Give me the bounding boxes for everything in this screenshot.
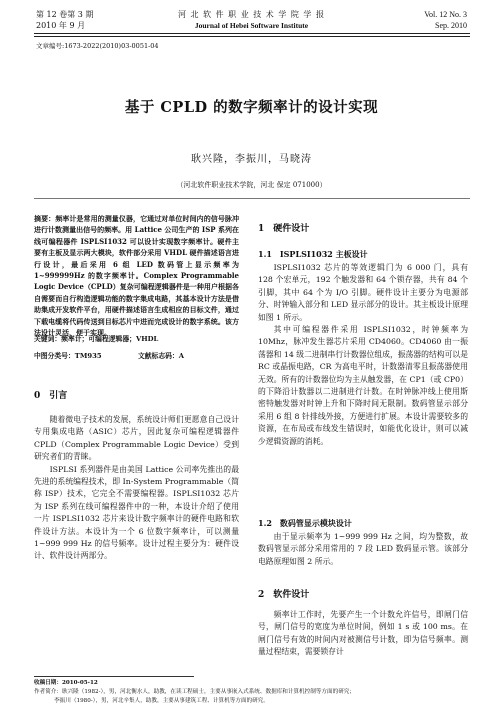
author-bio-1: 作者简介：耿兴隆（1982-），男，河北衡水人，助教，在读工程硕士，主要从事嵌入式系统、数据库和计算机控制等方面的研究；	[34, 689, 355, 695]
section-1-2-heading: 1.2 数码管显示模块设计	[258, 518, 352, 528]
article-number: 文章编号:1673-2022(2010)03-0051-04	[36, 42, 159, 50]
journal-name-cn: 河 北 软 件 职 业 技 术 学 院 学 报	[178, 10, 325, 19]
header-rule	[34, 33, 470, 34]
section-1-2-body	[258, 531, 468, 568]
authors: 耿兴隆，李振川，马晓涛	[191, 154, 312, 165]
header-rule-thin	[34, 36, 470, 37]
author-bio-2: 李振川（1980-），男，河北辛集人，助教，主要从事建筑工程、计算机等方面的研究。	[54, 697, 269, 704]
journal-name-en: Journal of Hebei Software Institute	[194, 21, 309, 30]
section-2-heading: 2 软件设计	[258, 590, 310, 600]
volume-en: Vol. 12 No. 3	[424, 10, 467, 19]
classification	[34, 350, 239, 360]
volume-cn: 第 12 卷第 3 期	[36, 10, 94, 19]
affiliation: （河北软件职业技术学院，河北 保定 071000）	[176, 181, 327, 189]
paragraph: ISPLSI1032 芯片的等效逻辑门为 6 000 门，具有 128 个宏单元，192 个触发器和 64 个锁存器，共有 84 个引脚，其中 64 个为 I/O 引脚。硬件设计主要分为电源部分、时钟输入部分和 LED 显示部分的设计。其主板设计原理如图 1 所示。	[258, 263, 468, 322]
document-code: 文献标志码：A	[137, 352, 184, 360]
section-1-heading: 1 硬件设计	[258, 224, 310, 234]
footnote-rule	[34, 676, 194, 677]
paragraph: 由于显示频率为 1~999 999 Hz 之间，均为整数，故数码管显示部分采用常用的 7 段 LED 数码显示管。该部分电路原理如图 2 所示。	[258, 532, 468, 566]
header-volume-en	[424, 9, 467, 31]
affiliation-rule	[34, 198, 470, 199]
footnote-received: 收稿日期：2010-05-12	[34, 680, 98, 686]
footnote-author-bio	[34, 688, 470, 705]
section-1-1-body	[258, 262, 468, 448]
paragraph: ISPLSI 系列器件是由美国 Lattice 公司率先推出的最先进的系统编程技术，即 In-System Programmable（简称 ISP）技术，它完全不需要编程器。ISPLSI1032 芯片为 ISP 系列在线可编程器件中的一种，本设计介绍了使用一片 ISPLSI1032 芯片来设计数字频率计的硬件电路和软件设计方法。本设计为一个 6 位数字频率计，可以测量 1~999 999 Hz 的信号频率。设计过程主要分为：硬件设计、软件设计两部分。	[34, 464, 239, 561]
section-0-heading: 0 引言	[34, 391, 68, 401]
section-0-body	[34, 414, 239, 563]
paragraph: 其中可编程器件采用 ISPLSI1032，时钟频率为 10Mhz，脉冲发生器芯片采用 CD4060。CD4060 由一振荡器和 14 级二进制串行计数器位组成，振荡器的结构可以是 RC 或晶振电路，CR 为高电平时，计数器清零且振荡器使用无效。所有的计数器位均为主从触发器，在 CP1（或 CP0）的下降沿计数器以二进制进行计数。在时钟脉冲线上使用斯密特触发器对时钟上升和下降时间无限制。数码管显示部分采用 6 组 8 针排线外接，方便进行扩展。本设计需要较多的资源，在布局或布线发生错误时，如能优化设计，则可以减少逻辑资源的消耗。	[258, 325, 468, 446]
abstract: 摘要：频率计是常用的测量仪器，它通过对单位时间内的信号脉冲进行计数测量出信号的频率。用 Lattice 公司生产的 ISP 系列在线可编程器件 ISPLSI1032 可以设计实现数字频率计。硬件主要有主板及显示两大模块，软件部分采用 VHDL 硬件描述语言进行设计，最后采用 6 组 LED 数码管上显示频率为 1~999999Hz 的数字频率计。Complex Programmable Logic Device（CPLD）复杂可编程逻辑器件是一种用户根据各自需要而自行构造逻辑功能的数字集成电路，其基本设计方法是借助集成开发软件平台，用硬件描述语言生成相应的目标文件，通过下载电缆将代码传送到目标芯片中进而完成设计的数字系统。该方法设计灵活，便于实现。	[34, 214, 239, 338]
clc-number: 中图分类号：TM935	[34, 352, 102, 360]
page-title: 基于 CPLD 的数字频率计的设计实现	[124, 99, 379, 116]
keywords: 关键词：频率计；可编程逻辑器；VHDL	[34, 335, 159, 343]
paragraph: 频率计工作时，先要产生一个计数允许信号，即闸门信号，闸门信号的宽度为单位时间，例如 1 s 或 100 ms。在闸门信号有效的时间内对被测信号计数，即为信号频率。测量过程结束，需要锁存计	[258, 610, 468, 657]
section-2-body	[258, 609, 468, 659]
paragraph: 随着微电子技术的发展，系统设计师们更愿意自己设计专用集成电路（ASIC）芯片，因此复杂可编程逻辑器件 CPLD（Complex Programmable Logic Device）受到研究者们的青睐。	[34, 415, 239, 462]
date-cn: 2010 年 9 月	[36, 21, 86, 30]
section-1-1-heading: 1.1 ISPLSI1032 主板设计	[258, 249, 368, 259]
date-en: Sep. 2010	[435, 21, 467, 30]
